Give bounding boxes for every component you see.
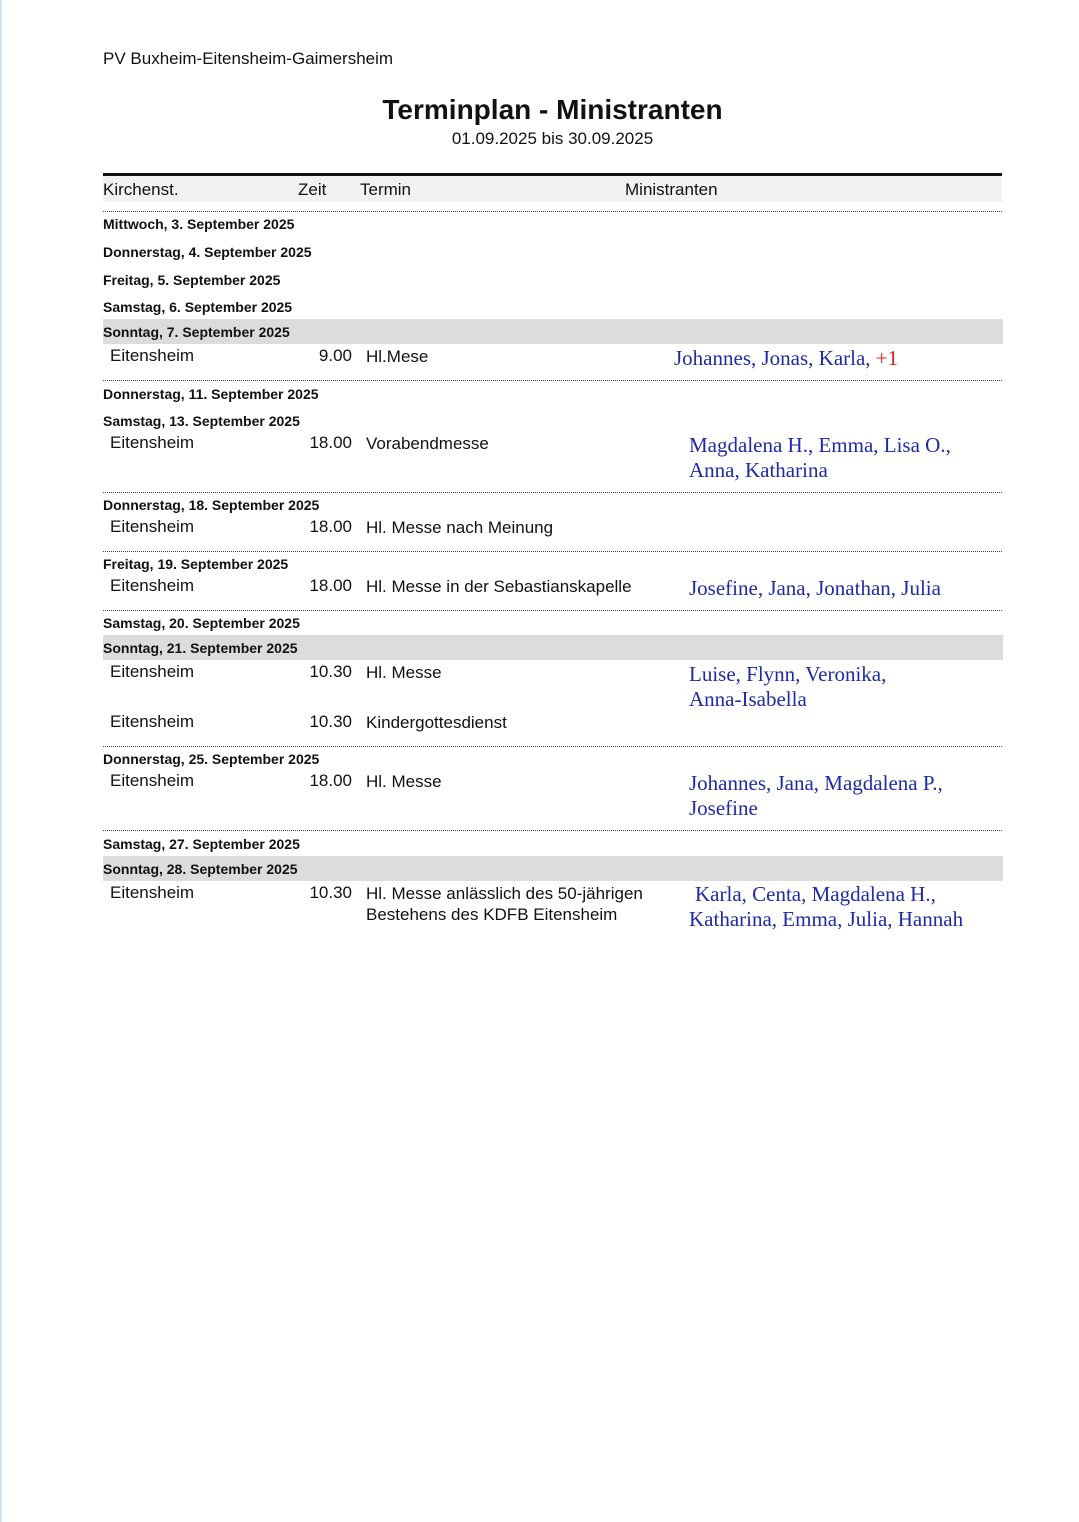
- altar-servers-line: Josefine: [689, 796, 758, 820]
- entry-time: 18.00: [309, 433, 352, 452]
- altar-servers-line: Luise, Flynn, Veronika,: [689, 662, 887, 686]
- column-header-altar-servers: Ministranten: [625, 180, 718, 199]
- entry-event: Hl. Messe: [366, 663, 442, 682]
- entry-church: Eitensheim: [110, 771, 195, 790]
- entry-church: Eitensheim: [110, 517, 195, 536]
- page-left-edge: [0, 0, 2, 1522]
- day-date: Samstag, 13. September 2025: [103, 413, 300, 429]
- altar-servers: [674, 346, 898, 371]
- entry-time: 10.30: [309, 712, 352, 731]
- entry-church: Eitensheim: [110, 346, 195, 365]
- day-date: Donnerstag, 11. September 2025: [103, 386, 319, 402]
- entry-event: Hl.Mese: [366, 347, 429, 366]
- altar-servers-line: Magdalena H., Emma, Lisa O.,: [689, 433, 951, 457]
- entry-event: Hl. Messe in der Sebastianskapelle: [366, 577, 632, 596]
- page-title: Terminplan - Ministranten: [382, 94, 723, 125]
- day-header: [103, 294, 1003, 319]
- date-range: 01.09.2025 bis 30.09.2025: [451, 129, 654, 148]
- day-date: Samstag, 27. September 2025: [103, 836, 300, 852]
- altar-servers-names: Johannes, Jonas, Karla,: [674, 346, 871, 370]
- organization-name: PV Buxheim-Eitensheim-Gaimersheim: [103, 49, 394, 68]
- entry-church: Eitensheim: [110, 712, 195, 731]
- entry-time: 9.00: [318, 346, 352, 365]
- entry-church: Eitensheim: [110, 576, 195, 595]
- entry-time: 18.00: [309, 517, 352, 536]
- altar-servers-line: Katharina, Emma, Julia, Hannah: [689, 907, 964, 931]
- day-header: [103, 635, 1003, 660]
- day-date: Donnerstag, 25. September 2025: [103, 751, 320, 767]
- entry-event: Hl. Messe: [366, 772, 442, 791]
- altar-servers-line: Johannes, Jana, Magdalena P.,: [689, 771, 943, 795]
- day-header: [103, 267, 1003, 292]
- entry-event: [366, 883, 643, 925]
- altar-servers: [689, 433, 951, 483]
- day-date: Samstag, 20. September 2025: [103, 615, 300, 631]
- entry-time: 10.30: [309, 662, 352, 681]
- altar-servers-line: Anna, Katharina: [689, 458, 828, 482]
- entry-time: 10.30: [309, 883, 352, 902]
- altar-servers-line: Anna-Isabella: [689, 687, 807, 711]
- day-date: Donnerstag, 4. September 2025: [103, 244, 312, 260]
- day-date: Mittwoch, 3. September 2025: [103, 216, 295, 232]
- column-header-event: Termin: [360, 180, 412, 199]
- day-date: Sonntag, 7. September 2025: [103, 324, 290, 340]
- entry-time: 18.00: [309, 771, 352, 790]
- day-header: [103, 746, 1003, 771]
- day-date: Sonntag, 28. September 2025: [103, 861, 298, 877]
- day-header: [103, 610, 1003, 635]
- day-date: Donnerstag, 18. September 2025: [103, 497, 320, 513]
- entry-church: Eitensheim: [110, 662, 195, 681]
- day-date: Samstag, 6. September 2025: [103, 299, 293, 315]
- day-date: Sonntag, 21. September 2025: [103, 640, 298, 656]
- day-header: [103, 492, 1003, 517]
- day-date: Freitag, 19. September 2025: [103, 556, 289, 572]
- entry-event: Kindergottesdienst: [366, 713, 507, 732]
- column-header-church: Kirchenst.: [103, 180, 179, 199]
- altar-servers: [689, 882, 963, 932]
- table-header: [103, 173, 1002, 202]
- day-date: Freitag, 5. September 2025: [103, 272, 281, 288]
- entry-event-line: Hl. Messe anlässlich des 50-jährigen: [366, 884, 643, 903]
- altar-servers-line: Karla, Centa, Magdalena H.,: [695, 882, 936, 906]
- entry-event: Hl. Messe nach Meinung: [366, 518, 554, 537]
- altar-servers: Josefine, Jana, Jonathan, Julia: [689, 576, 941, 600]
- day-header: [103, 319, 1003, 344]
- entry-event-line: Bestehens des KDFB Eitensheim: [366, 905, 618, 924]
- entry-time: 18.00: [309, 576, 352, 595]
- day-header: [103, 381, 1003, 406]
- day-header: [103, 551, 1003, 576]
- column-header-time: Zeit: [298, 180, 327, 199]
- day-header: [103, 856, 1003, 881]
- day-header: [103, 239, 1003, 264]
- entry-event: Vorabendmesse: [366, 434, 489, 453]
- entry-church: Eitensheim: [110, 433, 195, 452]
- day-header: [103, 211, 1003, 236]
- day-header: [103, 831, 1003, 856]
- entry-church: Eitensheim: [110, 883, 195, 902]
- altar-servers: [689, 771, 943, 821]
- altar-servers-extra: +1: [875, 346, 899, 370]
- day-header: [103, 408, 1003, 433]
- altar-servers: [689, 662, 886, 712]
